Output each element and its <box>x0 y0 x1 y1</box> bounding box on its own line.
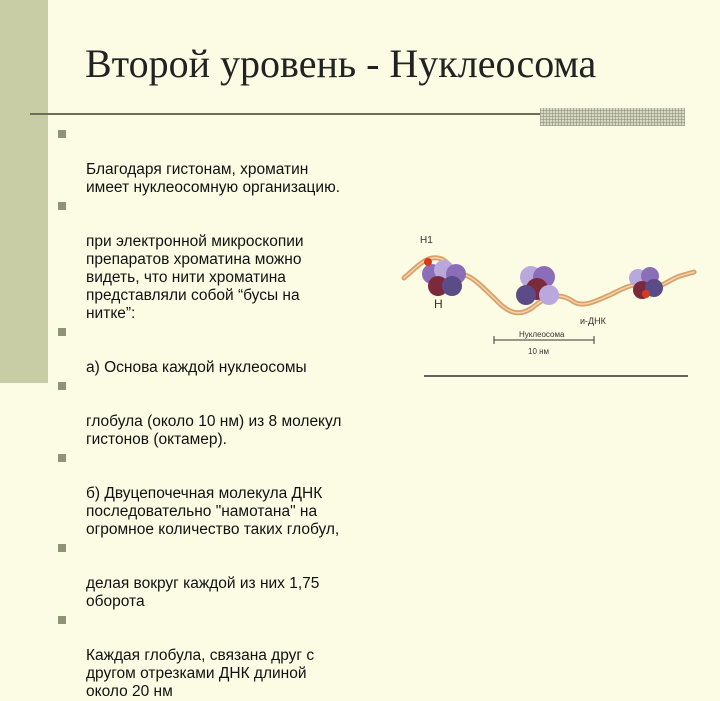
bullet-text: Каждая глобула, связана друг с другом отрезками ДНК длиной около 20 нм <box>86 647 315 700</box>
histone-bead <box>442 276 462 296</box>
bullet-text: б) Двуцепочечная молекула ДНК последовательно "намотана" на огромное количество таких глобул, <box>86 485 340 538</box>
title-underline <box>30 113 545 115</box>
h1-dot <box>642 290 650 298</box>
nucleosome-right <box>629 267 663 299</box>
square-bullet-icon <box>58 544 66 552</box>
bullet-item <box>58 197 403 323</box>
decorative-side-band <box>0 0 48 383</box>
bullet-list <box>58 125 403 701</box>
bullet-item <box>58 611 403 701</box>
square-bullet-icon <box>58 328 66 336</box>
bullet-text: Благодаря гистонам, хроматин имеет нуклеосомную организацию. <box>86 161 341 196</box>
square-bullet-icon <box>58 382 66 390</box>
label-nucleosome: Нуклеосома <box>519 330 565 339</box>
label-h: H <box>434 297 443 311</box>
h1-dot <box>424 258 432 266</box>
bullet-item <box>58 323 403 377</box>
bullet-text: а) Основа каждой нуклеосомы <box>86 359 307 376</box>
bullet-item <box>58 125 403 197</box>
bullet-text: глобула (около 10 нм) из 8 молекул гистонов (октамер). <box>86 413 342 448</box>
bullet-text: при электронной микроскопии препаратов хроматина можно видеть, что нити хроматина представляли собой “бусы на нитке”: <box>86 233 304 322</box>
nucleosome-left <box>422 258 466 296</box>
histone-bead <box>539 285 559 305</box>
bullet-text: делая вокруг каждой из них 1,75 оборота <box>86 575 320 610</box>
label-size: 10 нм <box>528 347 550 356</box>
label-h1: H1 <box>420 235 433 246</box>
slide-title: Второй уровень - Нуклеосома <box>85 41 597 86</box>
square-bullet-icon <box>58 454 66 462</box>
square-bullet-icon <box>58 130 66 138</box>
bullet-item <box>58 539 403 611</box>
nucleosome-middle <box>516 266 559 305</box>
square-bullet-icon <box>58 616 66 624</box>
nucleosome-diagram <box>398 228 698 388</box>
bullet-item <box>58 377 403 449</box>
title-decoration-pattern <box>540 108 685 126</box>
histone-bead <box>516 285 536 305</box>
label-dna: и-ДНК <box>580 316 606 326</box>
bullet-item <box>58 449 403 539</box>
square-bullet-icon <box>58 202 66 210</box>
